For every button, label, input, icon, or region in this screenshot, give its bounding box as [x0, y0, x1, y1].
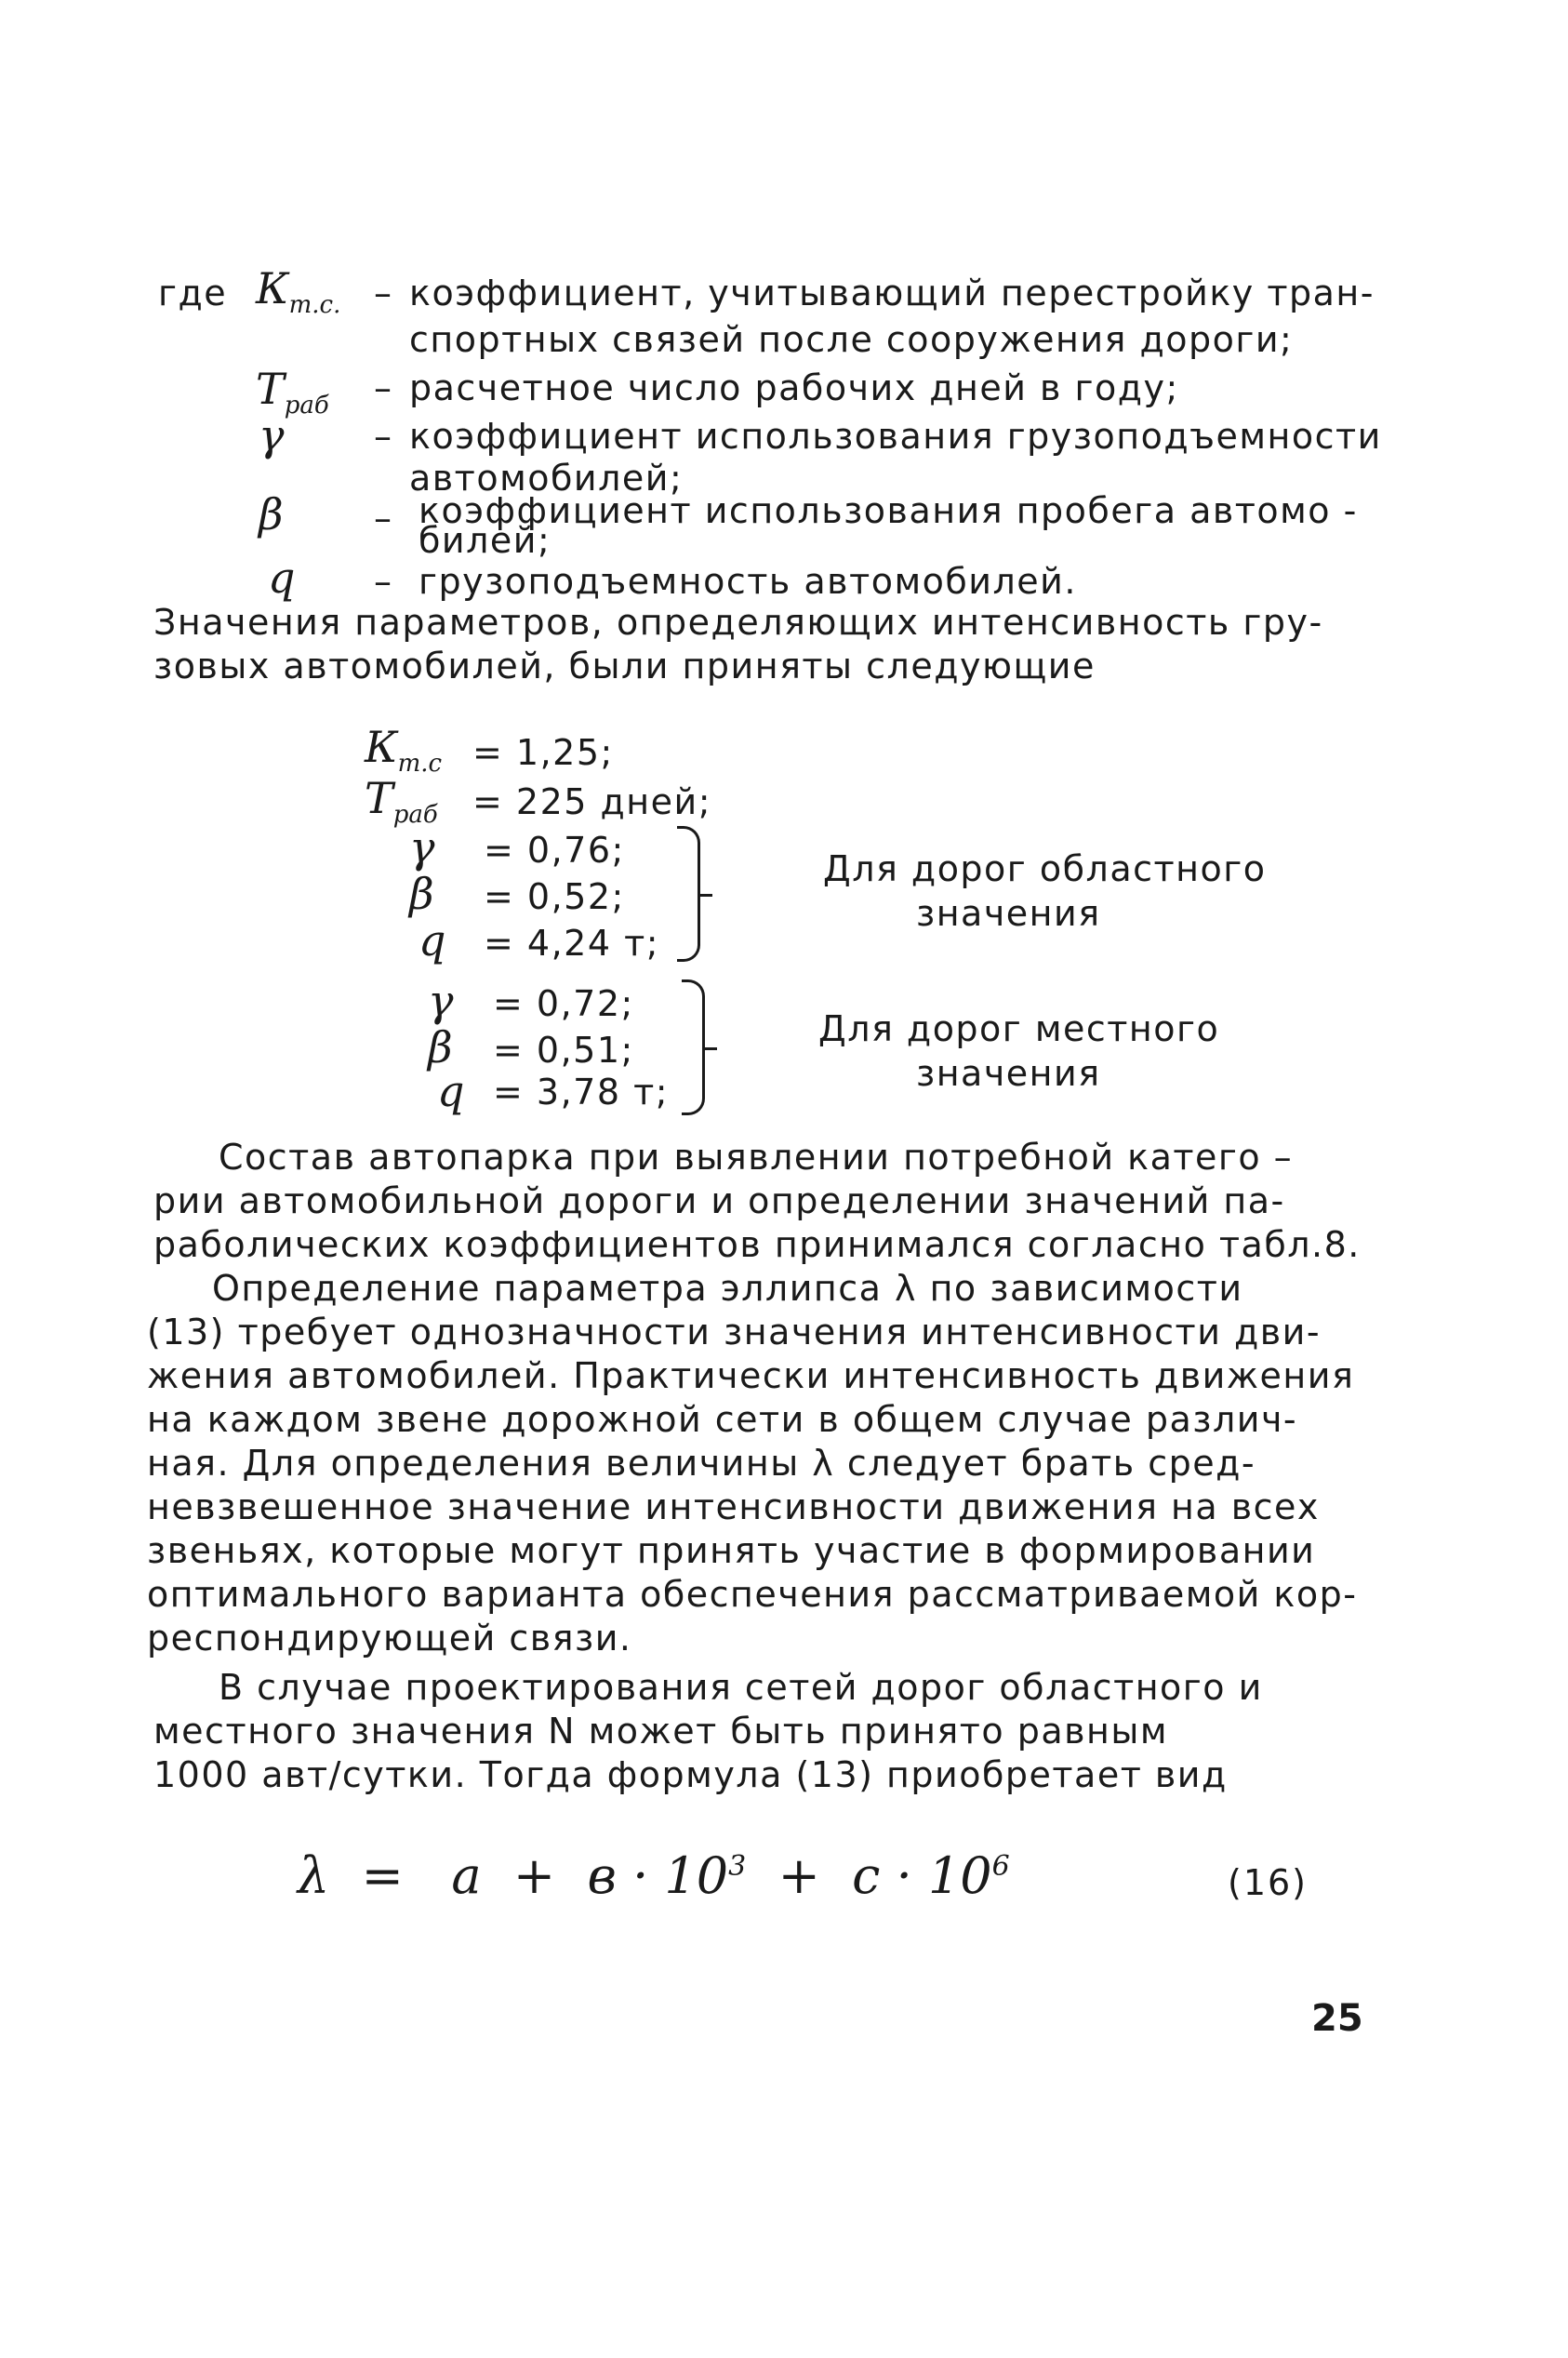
param-symbol-beta: β: [409, 869, 434, 919]
equation-number: (16): [1228, 1862, 1309, 1903]
group-label: Для дорог местного: [818, 1008, 1220, 1049]
param-value: = 0,52;: [484, 876, 625, 917]
param-value: = 1,25;: [472, 732, 614, 773]
paragraph-line: Определение параметра эллипса λ по зависимости: [212, 1268, 1243, 1309]
paragraph-line: местного значения N может быть принято равным: [153, 1711, 1169, 1752]
paragraph-line: на каждом звене дорожной сети в общем случае различ-: [147, 1399, 1298, 1440]
param-value: = 0,76;: [484, 830, 625, 871]
formula-16: λ = $a + в \cdot 10^3 + c \cdot 10^6$: [298, 1846, 1010, 1905]
param-symbol-t-rab: $Т_{раб}$: [365, 773, 438, 830]
definition-text: спортных связей после сооружения дороги;: [409, 319, 1294, 360]
paragraph-line: Состав автопарка при выявлении потребной катего –: [219, 1137, 1294, 1178]
symbol-beta: β: [259, 489, 284, 540]
param-value: = 0,72;: [493, 983, 634, 1024]
symbol-k-tc: $К_{т.с.}$: [256, 263, 341, 320]
paragraph-line: раболических коэффициентов принимался согласно табл.8.: [153, 1224, 1361, 1265]
symbol-q: q: [268, 553, 296, 603]
param-symbol-k-tc: $К_{т.с}$: [365, 722, 443, 779]
dash: –: [374, 273, 392, 313]
paragraph-line: ная. Для определения величины λ следует брать сред-: [147, 1443, 1256, 1484]
group-label: значения: [916, 1053, 1101, 1094]
param-symbol-q: q: [437, 1066, 465, 1116]
param-value: = 4,24 т;: [484, 923, 660, 964]
param-value: = 225 дней;: [472, 781, 712, 822]
param-value: = 0,51;: [493, 1030, 634, 1071]
paragraph-line: невзвешенное значение интенсивности движения на всех: [147, 1486, 1320, 1527]
dash: –: [374, 416, 392, 457]
param-symbol-q: q: [419, 915, 446, 966]
paragraph-line: респондирующей связи.: [147, 1618, 632, 1659]
symbol-t-rab: $Т_{раб}$: [256, 364, 329, 420]
paragraph-line: В случае проектирования сетей дорог областного и: [219, 1667, 1263, 1708]
definition-text: билей;: [419, 520, 551, 561]
group-label: Для дорог областного: [823, 848, 1267, 889]
param-symbol-gamma: γ: [409, 822, 435, 873]
group-brace: [682, 979, 705, 1115]
definition-text: грузоподъемность автомобилей.: [419, 561, 1077, 602]
definition-text: коэффициент использования пробега автомо -: [419, 490, 1358, 531]
param-symbol-gamma: γ: [428, 976, 454, 1026]
where-word: где: [158, 273, 228, 313]
paragraph-line: рии автомобильной дороги и определении значений па-: [153, 1180, 1285, 1221]
param-value: = 3,78 т;: [493, 1072, 670, 1112]
paragraph-line: (13) требует однозначности значения интенсивности дви-: [147, 1312, 1322, 1352]
paragraph-line: звеньях, которые могут принять участие в формировании: [147, 1530, 1316, 1571]
definition-text: расчетное число рабочих дней в году;: [409, 367, 1179, 408]
definition-text: автомобилей;: [409, 458, 684, 499]
definition-text: коэффициент, учитывающий перестройку тран-: [409, 273, 1375, 313]
dash: –: [374, 367, 392, 408]
param-symbol-beta: β: [428, 1022, 453, 1072]
paragraph-line: оптимального варианта обеспечения рассматриваемой кор-: [147, 1574, 1358, 1615]
symbol-gamma: γ: [259, 410, 285, 460]
intro-line: зовых автомобилей, были приняты следующие: [153, 646, 1096, 686]
intro-line: Значения параметров, определяющих интенсивность гру-: [153, 602, 1323, 643]
dash: –: [374, 561, 392, 602]
page-number: 25: [1311, 1997, 1363, 2040]
group-label: значения: [916, 893, 1101, 934]
group-brace: [677, 826, 700, 962]
definition-text: коэффициент использования грузоподъемности: [409, 416, 1382, 457]
paragraph-line: жения автомобилей. Практически интенсивность движения: [147, 1355, 1355, 1396]
paragraph-line: 1000 авт/сутки. Тогда формула (13) приобретает вид: [153, 1754, 1228, 1795]
dash: –: [374, 498, 392, 539]
